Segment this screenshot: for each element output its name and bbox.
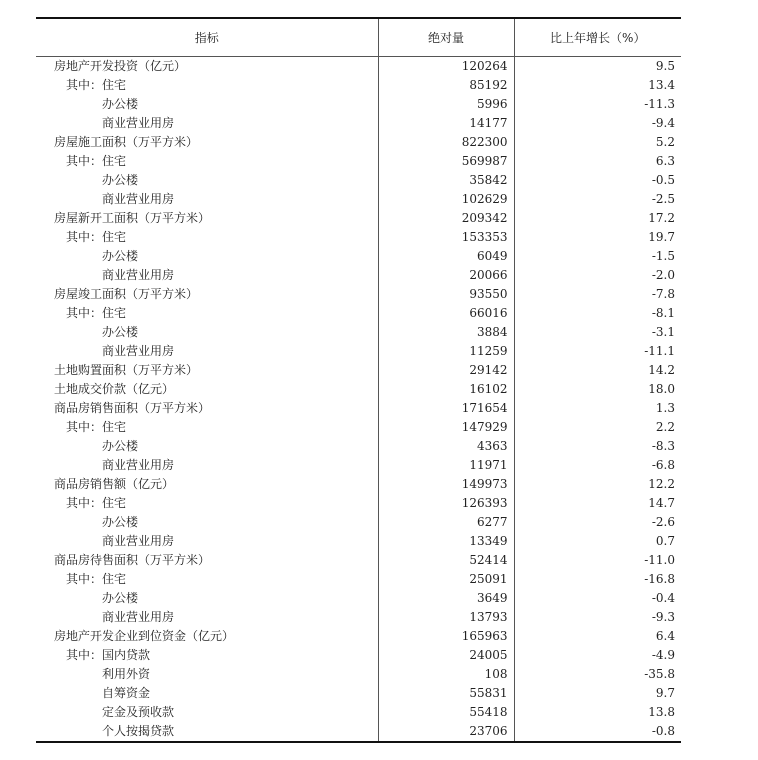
row-indicator-name: 商业营业用房 [102,192,175,206]
row-indicator-name: 房地产开发投资（亿元） [54,59,187,73]
row-growth-rate: -0.8 [514,722,681,742]
row-absolute-value: 55831 [378,684,514,703]
row-growth-rate: -2.6 [514,513,681,532]
row-growth-rate: 2.2 [514,418,681,437]
row-absolute-value: 153353 [378,228,514,247]
header-absolute-value: 绝对量 [378,18,514,57]
row-absolute-value: 52414 [378,551,514,570]
row-indicator-name: 办公楼 [102,249,139,263]
header-growth-rate: 比上年增长（%） [514,18,681,57]
row-indicator-name: 商业营业用房 [102,534,175,548]
row-growth-rate: -35.8 [514,665,681,684]
table-row [36,437,681,456]
row-absolute-value: 29142 [378,361,514,380]
table-row [36,399,681,418]
row-growth-rate: -1.5 [514,247,681,266]
row-indicator-name: 商业营业用房 [102,458,175,472]
row-growth-rate: -6.8 [514,456,681,475]
row-indicator-name: 办公楼 [102,515,139,529]
table-row [36,380,681,399]
row-absolute-value: 24005 [378,646,514,665]
row-growth-rate: 19.7 [514,228,681,247]
row-growth-rate: 1.3 [514,399,681,418]
table-row [36,323,681,342]
row-indicator-name: 商业营业用房 [102,116,175,130]
row-absolute-value: 171654 [378,399,514,418]
table-row [36,76,681,95]
row-growth-rate: 9.5 [514,57,681,77]
row-indicator-name: 利用外资 [102,667,151,681]
table-row [36,456,681,475]
row-indicator-name: 办公楼 [102,173,139,187]
table-header-row [36,18,681,57]
row-indicator-name: 其中：住宅 [66,572,127,586]
table-row [36,133,681,152]
row-growth-rate: -11.1 [514,342,681,361]
table-row [36,361,681,380]
row-indicator-name: 其中：国内贷款 [66,648,151,662]
table-row [36,513,681,532]
row-growth-rate: 5.2 [514,133,681,152]
table-row [36,589,681,608]
row-absolute-value: 209342 [378,209,514,228]
row-growth-rate: -7.8 [514,285,681,304]
table-row [36,57,681,77]
row-indicator-name: 房屋竣工面积（万平方米） [54,287,199,301]
row-growth-rate: -0.5 [514,171,681,190]
row-indicator-name: 商品房销售面积（万平方米） [54,401,211,415]
table-row [36,703,681,722]
table-row [36,342,681,361]
row-indicator-name: 商业营业用房 [102,344,175,358]
row-indicator-name: 其中：住宅 [66,306,127,320]
row-absolute-value: 108 [378,665,514,684]
table-row [36,152,681,171]
row-absolute-value: 147929 [378,418,514,437]
table-row [36,171,681,190]
row-absolute-value: 3649 [378,589,514,608]
row-absolute-value: 5996 [378,95,514,114]
table-row [36,95,681,114]
row-indicator-name: 办公楼 [102,439,139,453]
row-indicator-name: 其中：住宅 [66,78,127,92]
row-growth-rate: 13.4 [514,76,681,95]
row-absolute-value: 3884 [378,323,514,342]
row-growth-rate: -0.4 [514,589,681,608]
row-growth-rate: -11.0 [514,551,681,570]
row-absolute-value: 6049 [378,247,514,266]
table-row [36,551,681,570]
row-absolute-value: 11259 [378,342,514,361]
row-growth-rate: 6.3 [514,152,681,171]
table-row [36,627,681,646]
row-growth-rate: 14.2 [514,361,681,380]
table-body [36,57,681,743]
table-row [36,608,681,627]
table-row [36,494,681,513]
row-absolute-value: 102629 [378,190,514,209]
row-growth-rate: 18.0 [514,380,681,399]
table-row [36,228,681,247]
row-growth-rate: -2.0 [514,266,681,285]
row-growth-rate: -4.9 [514,646,681,665]
row-absolute-value: 55418 [378,703,514,722]
table-row [36,114,681,133]
row-growth-rate: -8.3 [514,437,681,456]
row-indicator-name: 房地产开发企业到位资金（亿元） [54,629,235,643]
row-absolute-value: 23706 [378,722,514,742]
row-absolute-value: 822300 [378,133,514,152]
row-growth-rate: -9.3 [514,608,681,627]
row-indicator-name: 土地购置面积（万平方米） [54,363,199,377]
row-indicator-name: 个人按揭贷款 [36,722,378,742]
table-row [36,247,681,266]
table-row [36,209,681,228]
row-absolute-value: 11971 [378,456,514,475]
table-row [36,418,681,437]
row-indicator-name: 商品房待售面积（万平方米） [54,553,211,567]
table-row [36,266,681,285]
row-absolute-value: 569987 [378,152,514,171]
table-row [36,722,681,742]
row-indicator-name: 其中：住宅 [66,420,127,434]
row-indicator-name: 房屋施工面积（万平方米） [54,135,199,149]
real-estate-statistics-table [36,17,681,743]
row-absolute-value: 35842 [378,171,514,190]
row-growth-rate: -9.4 [514,114,681,133]
row-indicator-name: 房屋新开工面积（万平方米） [54,211,211,225]
row-indicator-name: 其中：住宅 [66,496,127,510]
row-indicator-name: 土地成交价款（亿元） [54,382,175,396]
table-row [36,190,681,209]
statistics-table-container [36,17,681,743]
row-growth-rate: -2.5 [514,190,681,209]
table-row [36,532,681,551]
row-absolute-value: 126393 [378,494,514,513]
row-absolute-value: 149973 [378,475,514,494]
row-growth-rate: 0.7 [514,532,681,551]
row-growth-rate: 9.7 [514,684,681,703]
row-indicator-name: 办公楼 [102,97,139,111]
row-growth-rate: 13.8 [514,703,681,722]
row-growth-rate: 14.7 [514,494,681,513]
row-absolute-value: 165963 [378,627,514,646]
header-indicator: 指标 [36,18,378,57]
row-growth-rate: 17.2 [514,209,681,228]
row-indicator-name: 商品房销售额（亿元） [54,477,175,491]
row-absolute-value: 20066 [378,266,514,285]
row-absolute-value: 85192 [378,76,514,95]
row-absolute-value: 6277 [378,513,514,532]
row-indicator-name: 商业营业用房 [102,268,175,282]
table-row [36,646,681,665]
table-row [36,475,681,494]
table-row [36,665,681,684]
row-growth-rate: -3.1 [514,323,681,342]
row-growth-rate: 6.4 [514,627,681,646]
row-growth-rate: 12.2 [514,475,681,494]
row-absolute-value: 14177 [378,114,514,133]
row-growth-rate: -8.1 [514,304,681,323]
table-row [36,570,681,589]
table-row [36,285,681,304]
row-absolute-value: 13793 [378,608,514,627]
row-indicator-name: 定金及预收款 [102,705,175,719]
table-row [36,684,681,703]
row-growth-rate: -11.3 [514,95,681,114]
row-absolute-value: 93550 [378,285,514,304]
row-indicator-name: 办公楼 [102,591,139,605]
row-indicator-name: 商业营业用房 [102,610,175,624]
row-absolute-value: 13349 [378,532,514,551]
table-row [36,304,681,323]
row-growth-rate: -16.8 [514,570,681,589]
row-absolute-value: 25091 [378,570,514,589]
row-indicator-name: 自筹资金 [102,686,151,700]
row-indicator-name: 办公楼 [102,325,139,339]
row-indicator-name: 其中：住宅 [66,154,127,168]
row-absolute-value: 16102 [378,380,514,399]
row-absolute-value: 120264 [378,57,514,77]
row-absolute-value: 4363 [378,437,514,456]
row-absolute-value: 66016 [378,304,514,323]
row-indicator-name: 其中：住宅 [66,230,127,244]
